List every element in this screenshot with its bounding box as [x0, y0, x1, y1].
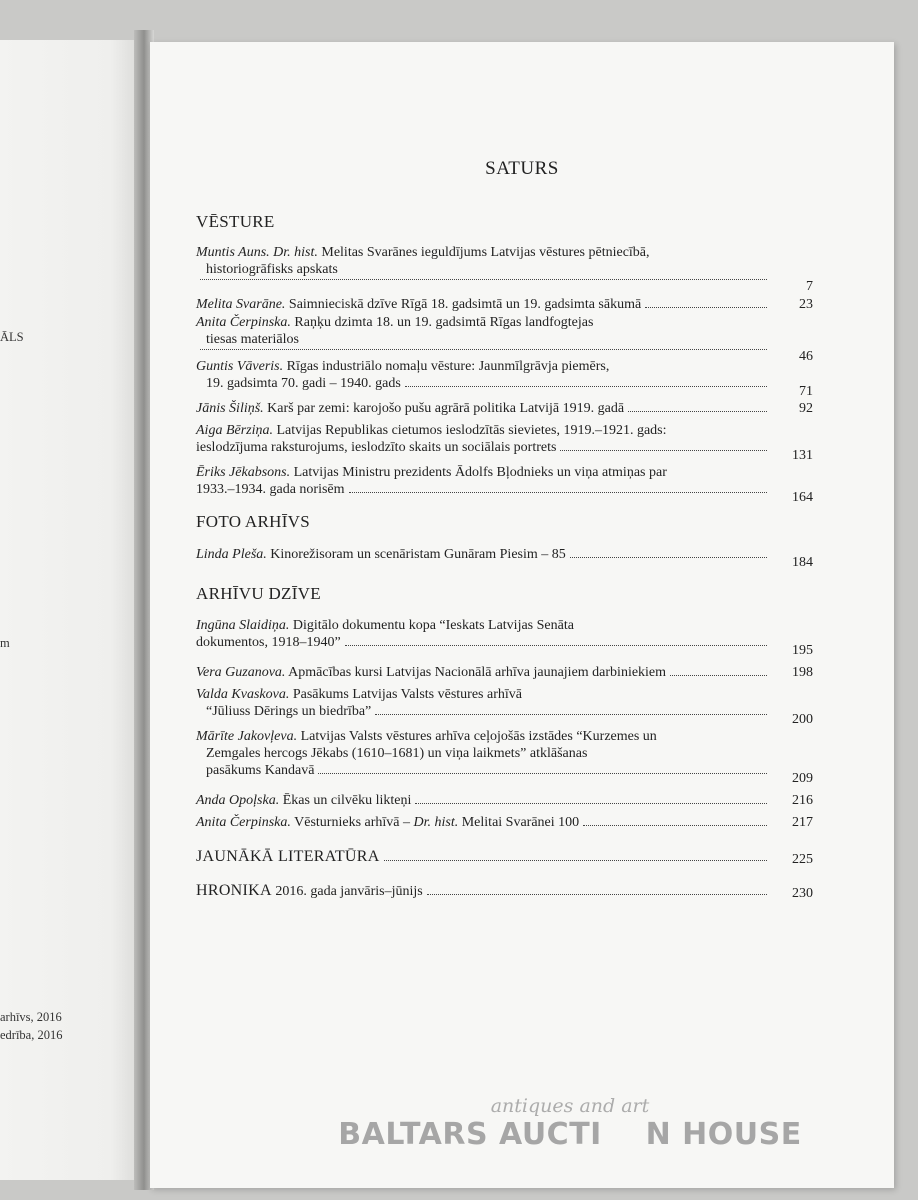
entry-title: Pasākums Latvijas Valsts vēstures arhīvā: [292, 687, 522, 702]
entry-title: 19. gadsimta 70. gadi – 1940. gads: [206, 376, 401, 391]
toc-entry[interactable]: [196, 664, 813, 681]
toc-entry[interactable]: [196, 400, 813, 417]
entry-page: 200: [792, 712, 813, 727]
entry-title: Zemgales hercogs Jēkabs (1610–1681) un viņa laikmets” atklāšanas: [206, 746, 588, 761]
toc-entry[interactable]: [196, 464, 813, 505]
toc-entry[interactable]: [196, 617, 813, 658]
entry-page: 230: [792, 886, 813, 901]
entry-title: Karš par zemi: karojošo pušu agrārā politika Latvijā 1919. gadā: [267, 401, 625, 416]
entry-page: 164: [792, 490, 813, 505]
toc-entry[interactable]: [196, 358, 813, 399]
left-fragment: ĀLS: [0, 330, 24, 344]
entry-title: Raņķu dzimta 18. un 19. gadsimtā Rīgas landfogtejas: [294, 315, 594, 330]
entry-author: Jānis Šiliņš.: [196, 401, 264, 416]
entry-title: ieslodzījuma raksturojums, ieslodzīto skaits un sociālais portrets: [196, 440, 557, 455]
entry-title: tiesas materiālos: [206, 332, 299, 347]
entry-title: Latvijas Ministru prezidents Ādolfs Bļodnieks un viņa atmiņas par: [293, 465, 667, 480]
left-fragment: arhīvs, 2016: [0, 1010, 62, 1024]
toc-entry[interactable]: [196, 728, 813, 786]
entry-title: Kinorežisoram un scenāristam Gunāram Piesim – 85: [270, 547, 566, 562]
entry-page: 195: [792, 643, 813, 658]
entry-author: Ingūna Slaidiņa.: [196, 618, 290, 633]
left-page: [0, 40, 138, 1180]
entry-title: pasākums Kandavā: [206, 763, 315, 778]
entry-title: 2016. gada janvāris–jūnijs: [275, 884, 423, 899]
entry-author: Vera Guzanova.: [196, 665, 286, 680]
entry-author: Melita Svarāne.: [196, 297, 286, 312]
toc-entry[interactable]: [196, 792, 813, 809]
watermark-tagline: antiques and art: [490, 1095, 650, 1117]
entry-author: Ēriks Jēkabsons.: [196, 465, 291, 480]
toc-entry[interactable]: [196, 244, 813, 295]
section-heading: FOTO ARHĪVS: [196, 512, 310, 531]
entry-author: Valda Kvaskova.: [196, 687, 290, 702]
entry-title: Melitas Svarānes ieguldījums Latvijas vēstures pētniecībā,: [321, 245, 650, 260]
entry-title: Melitai Svarānei 100: [461, 815, 580, 830]
left-fragment: edrība, 2016: [0, 1028, 63, 1042]
entry-page: 217: [792, 815, 813, 830]
toc-entry[interactable]: [196, 848, 813, 867]
entry-author: Anda Opoļska.: [196, 793, 280, 808]
entry-author: Anita Čerpinska.: [196, 315, 291, 330]
toc-entry[interactable]: [196, 814, 813, 831]
entry-author: Muntis Auns. Dr. hist.: [196, 245, 318, 260]
watermark: [290, 1095, 850, 1152]
entry-page: 7: [806, 279, 813, 294]
entry-title: Saimnieciskā dzīve Rīgā 18. gadsimtā un 19. gadsimta sākumā: [288, 297, 642, 312]
section-heading: VĒSTURE: [196, 212, 275, 231]
watermark-brand: BALTARS AUCTI N HOUSE: [338, 1117, 802, 1152]
entry-title: Vēsturnieks arhīvā –: [294, 815, 414, 830]
entry-page: 23: [799, 297, 813, 312]
toc-entry[interactable]: [196, 296, 813, 313]
entry-page: 184: [792, 555, 813, 570]
left-fragment: m: [0, 636, 10, 650]
toc-entry[interactable]: [196, 686, 813, 727]
entry-title: dokumentos, 1918–1940”: [196, 635, 341, 650]
entry-title: Rīgas industriālo nomaļu vēsture: Jaunmīlgrāvja piemērs,: [286, 359, 610, 374]
entry-page: 71: [799, 384, 813, 399]
entry-title: 1933.–1934. gada norisēm: [196, 482, 345, 497]
entry-title: Ēkas un cilvēku likteņi: [282, 793, 412, 808]
page-title: SATURS: [485, 158, 559, 179]
entry-title-italic: Dr. hist.: [413, 815, 459, 830]
entry-page: 225: [792, 852, 813, 867]
entry-author: Mārīte Jakovļeva.: [196, 729, 298, 744]
entry-page: 131: [792, 448, 813, 463]
toc-page: [150, 42, 894, 1188]
section-heading: JAUNĀKĀ LITERATŪRA: [196, 848, 380, 865]
entry-page: 46: [799, 349, 813, 364]
toc-entry[interactable]: [196, 546, 813, 570]
section-heading: ARHĪVU DZĪVE: [196, 584, 321, 603]
entry-title: Latvijas Valsts vēstures arhīva ceļojošās izstādes “Kurzemes un: [300, 729, 657, 744]
toc-entry[interactable]: [196, 422, 813, 463]
entry-page: 92: [799, 401, 813, 416]
entry-title: Digitālo dokumentu kopa “Ieskats Latvijas Senāta: [292, 618, 574, 633]
entry-author: Anita Čerpinska.: [196, 815, 291, 830]
entry-title: “Jūliuss Dērings un biedrība”: [206, 704, 372, 719]
entry-page: 209: [792, 771, 813, 786]
entry-title: Latvijas Republikas cietumos ieslodzītās sievietes, 1919.–1921. gads:: [276, 423, 667, 438]
entry-title: Apmācības kursi Latvijas Nacionālā arhīva jaunajiem darbiniekiem: [288, 665, 667, 680]
entry-title: historiogrāfisks apskats: [206, 262, 338, 277]
entry-author: Guntis Vāveris.: [196, 359, 284, 374]
entry-author: Aiga Bērziņa.: [196, 423, 273, 438]
entry-page: 216: [792, 793, 813, 808]
section-heading: HRONIKA: [196, 882, 272, 899]
entry-author: Linda Pleša.: [196, 547, 267, 562]
entry-page: 198: [792, 665, 813, 680]
toc-entry[interactable]: [196, 882, 813, 901]
